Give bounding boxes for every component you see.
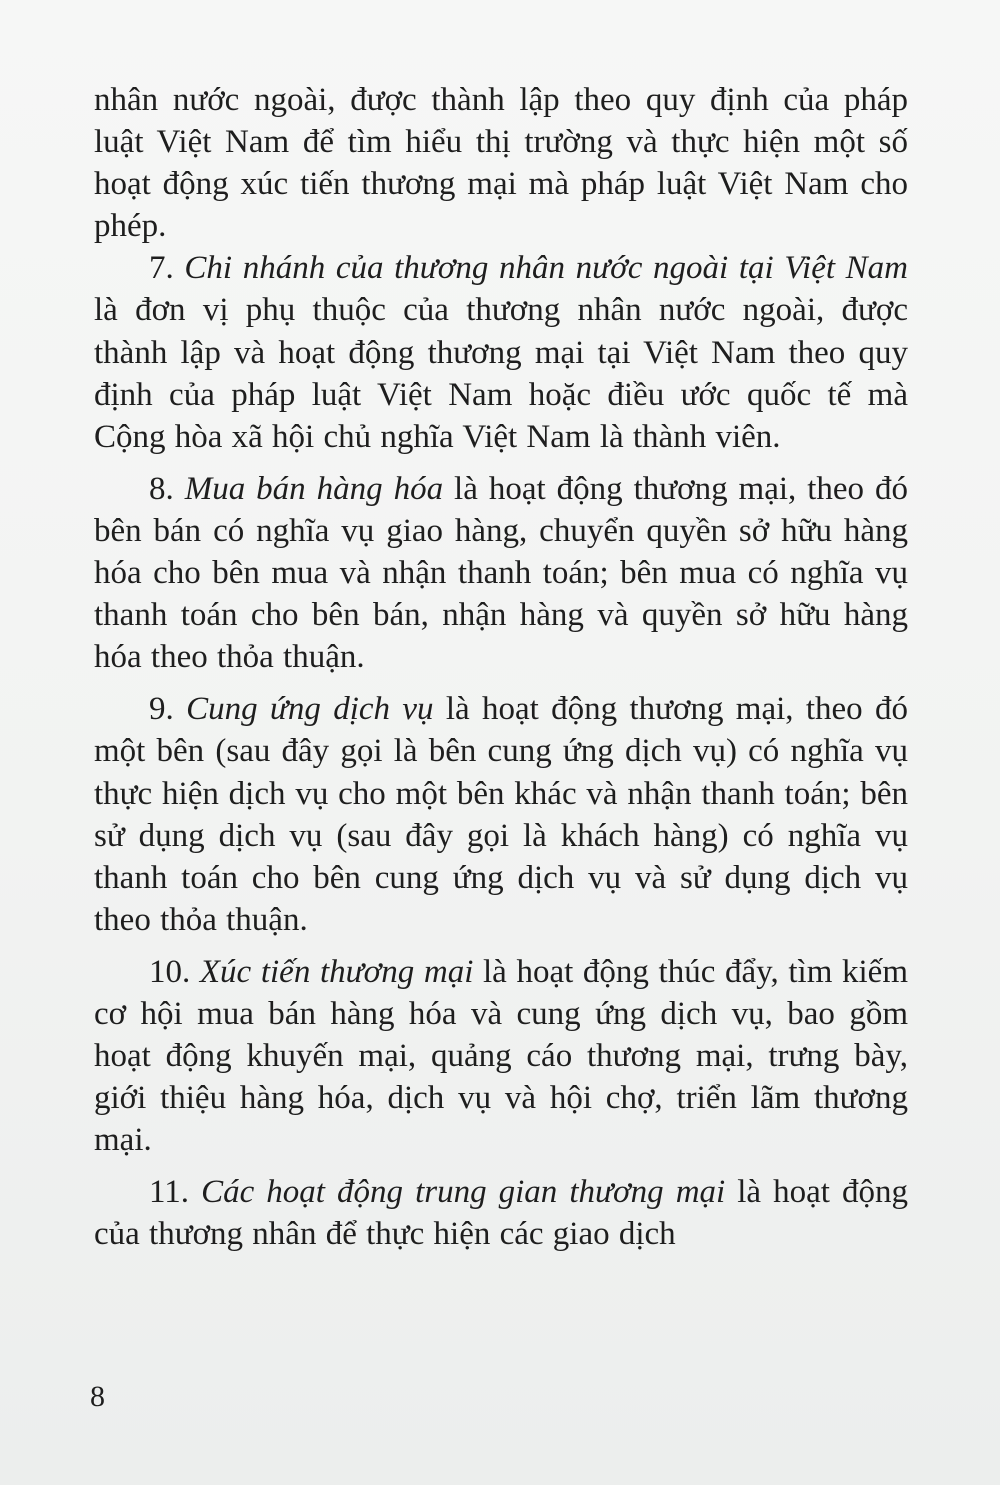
defined-term: Cung ứng dịch vụ bbox=[186, 691, 434, 728]
paragraph-text: là hoạt động của thương nhân để thực hiện các giao dịch bbox=[94, 1174, 908, 1253]
defined-term: Chi nhánh của thương nhân nước ngoài tại Việt Nam bbox=[184, 250, 909, 287]
defined-term: Các hoạt động trung gian thương mại bbox=[201, 1174, 726, 1211]
paragraph-9 bbox=[94, 688, 908, 941]
paragraph-8 bbox=[94, 468, 908, 678]
paragraph-11 bbox=[94, 1171, 908, 1255]
paragraph-text: là hoạt động thương mại, theo đó bên bán có nghĩa vụ giao hàng, chuyển quyền sở hữu hàng hóa cho bên mua và nhận thanh toán; bên mua có nghĩa vụ thanh toán cho bên bán, nhận hàng và quyền sở hữu hàng hóa theo thỏa thuận. bbox=[94, 470, 909, 676]
paragraph-number: 10. bbox=[149, 953, 200, 990]
paragraph-text: là hoạt động thương mại, theo đó một bên (sau đây gọi là bên cung ứng dịch vụ) có nghĩa vụ thực hiện dịch vụ cho một bên khác và nhận thanh toán; bên sử dụng dịch vụ (sau đây gọi là khách hàng) có nghĩa vụ thanh toán cho bên cung ứng dịch vụ và sử dụng dịch vụ theo thỏa thuận. bbox=[94, 691, 908, 938]
paragraph-text: là đơn vị phụ thuộc của thương nhân nước ngoài, được thành lập và hoạt động thương mại tại Việt Nam theo quy định của pháp luật Việt Nam hoặc điều ước quốc tế mà Cộng hòa xã hội chủ nghĩa Việt Nam là thành viên. bbox=[94, 292, 908, 455]
paragraph-7 bbox=[94, 247, 908, 457]
paragraph-continuation bbox=[94, 79, 908, 247]
paragraph-number: 9. bbox=[149, 691, 187, 728]
body-text bbox=[94, 79, 908, 1256]
paragraph-number: 8. bbox=[149, 470, 185, 507]
paragraph-text: là hoạt động thúc đẩy, tìm kiếm cơ hội mua bán hàng hóa và cung ứng dịch vụ, bao gồm hoạt động khuyến mại, quảng cáo thương mại, trưng bày, giới thiệu hàng hóa, dịch vụ và hội chợ, triển lãm thương mại. bbox=[94, 953, 908, 1159]
defined-term: Xúc tiến thương mại bbox=[199, 953, 474, 990]
defined-term: Mua bán hàng hóa bbox=[184, 470, 444, 507]
paragraph-number: 11. bbox=[149, 1174, 202, 1211]
paragraph-number: 7. bbox=[149, 250, 185, 287]
paragraph-10 bbox=[94, 951, 908, 1161]
paragraph-text: nhân nước ngoài, được thành lập theo quy định của pháp luật Việt Nam để tìm hiểu thị trường và thực hiện một số hoạt động xúc tiến thương mại mà pháp luật Việt Nam cho phép. bbox=[94, 82, 908, 245]
page-number: 8 bbox=[90, 1380, 105, 1413]
